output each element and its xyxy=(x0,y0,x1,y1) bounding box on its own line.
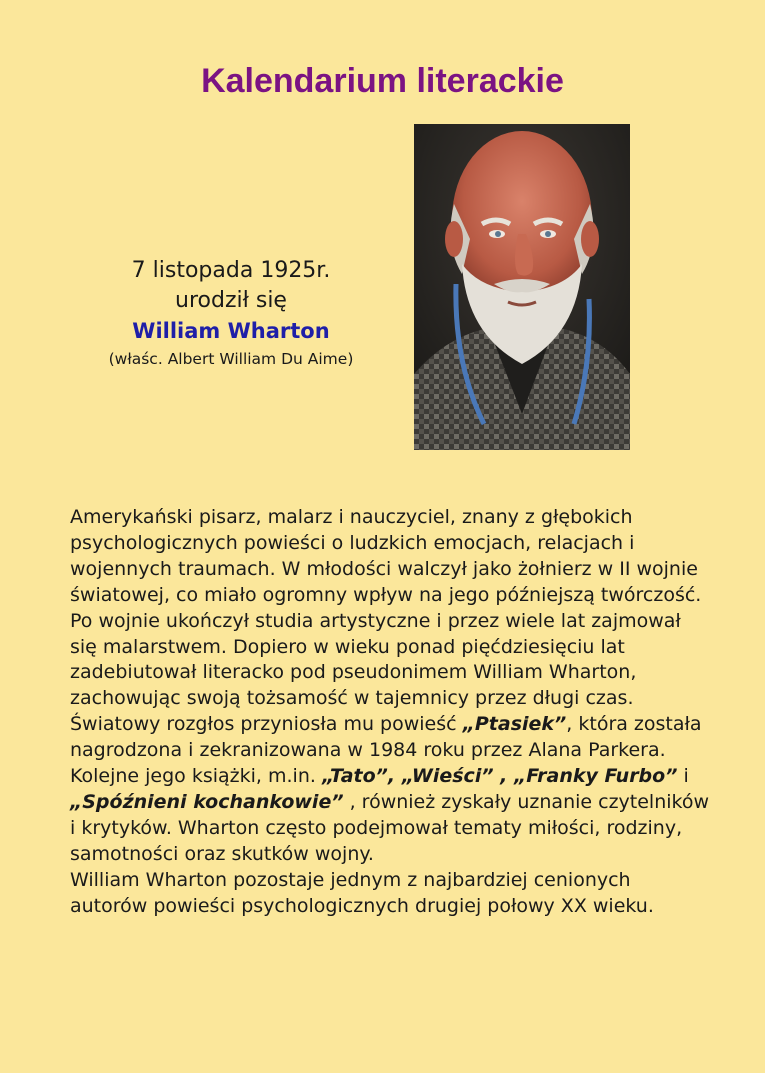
birth-verb: urodził się xyxy=(175,288,287,313)
birth-date: 7 listopada 1925r. xyxy=(131,258,331,283)
bio-paragraph-2 xyxy=(70,712,710,867)
bio-text: i xyxy=(677,765,689,788)
biography xyxy=(70,505,710,920)
portrait-photo-icon xyxy=(414,124,630,450)
author-name: William Wharton xyxy=(132,319,330,343)
birth-info xyxy=(70,256,392,372)
author-real-name: (właśc. Albert William Du Aime) xyxy=(108,350,354,368)
book-title: „Ptasiek” xyxy=(462,713,567,736)
book-title: „Spóźnieni kochankowie” xyxy=(70,790,344,813)
author-portrait xyxy=(414,124,630,450)
bio-paragraph-3: William Wharton pozostaje jednym z najbardziej cenionych autorów powieści psychologicznych drugiej połowy XX wieku. xyxy=(70,868,654,917)
bio-text: , również zyskały uznanie czytelników i krytyków. Wharton często podejmował tematy miłości, rodziny, samotności oraz skutków wojny. xyxy=(70,790,710,865)
book-title: „Tato”, „Wieści” , „Franky Furbo” xyxy=(321,765,678,788)
bio-text: , która została nagrodzona i zekranizowana w 1984 roku przez Alana Parkera. Kolejne jego książki, m.in. xyxy=(70,713,702,788)
bio-paragraph-1: Amerykański pisarz, malarz i nauczyciel, znany z głębokich psychologicznych powieści o ludzkich emocjach, relacjach i wojennych traumach. W młodości walczył jako żołnierz w II wojnie światowej, co miało ogromny wpływ na jego późniejszą twórczość. Po wojnie ukończył studia artystyczne i przez wiele lat zajmował się malarstwem. Dopiero w wieku ponad pięćdziesięciu lat zadebiutował literacko pod pseudonimem William Wharton, zachowując swoją tożsamość w tajemnicy przez długi czas. xyxy=(70,506,702,710)
bio-text: Światowy rozgłos przyniosła mu powieść xyxy=(70,713,463,736)
page-title: Kalendarium literackie xyxy=(201,62,564,100)
